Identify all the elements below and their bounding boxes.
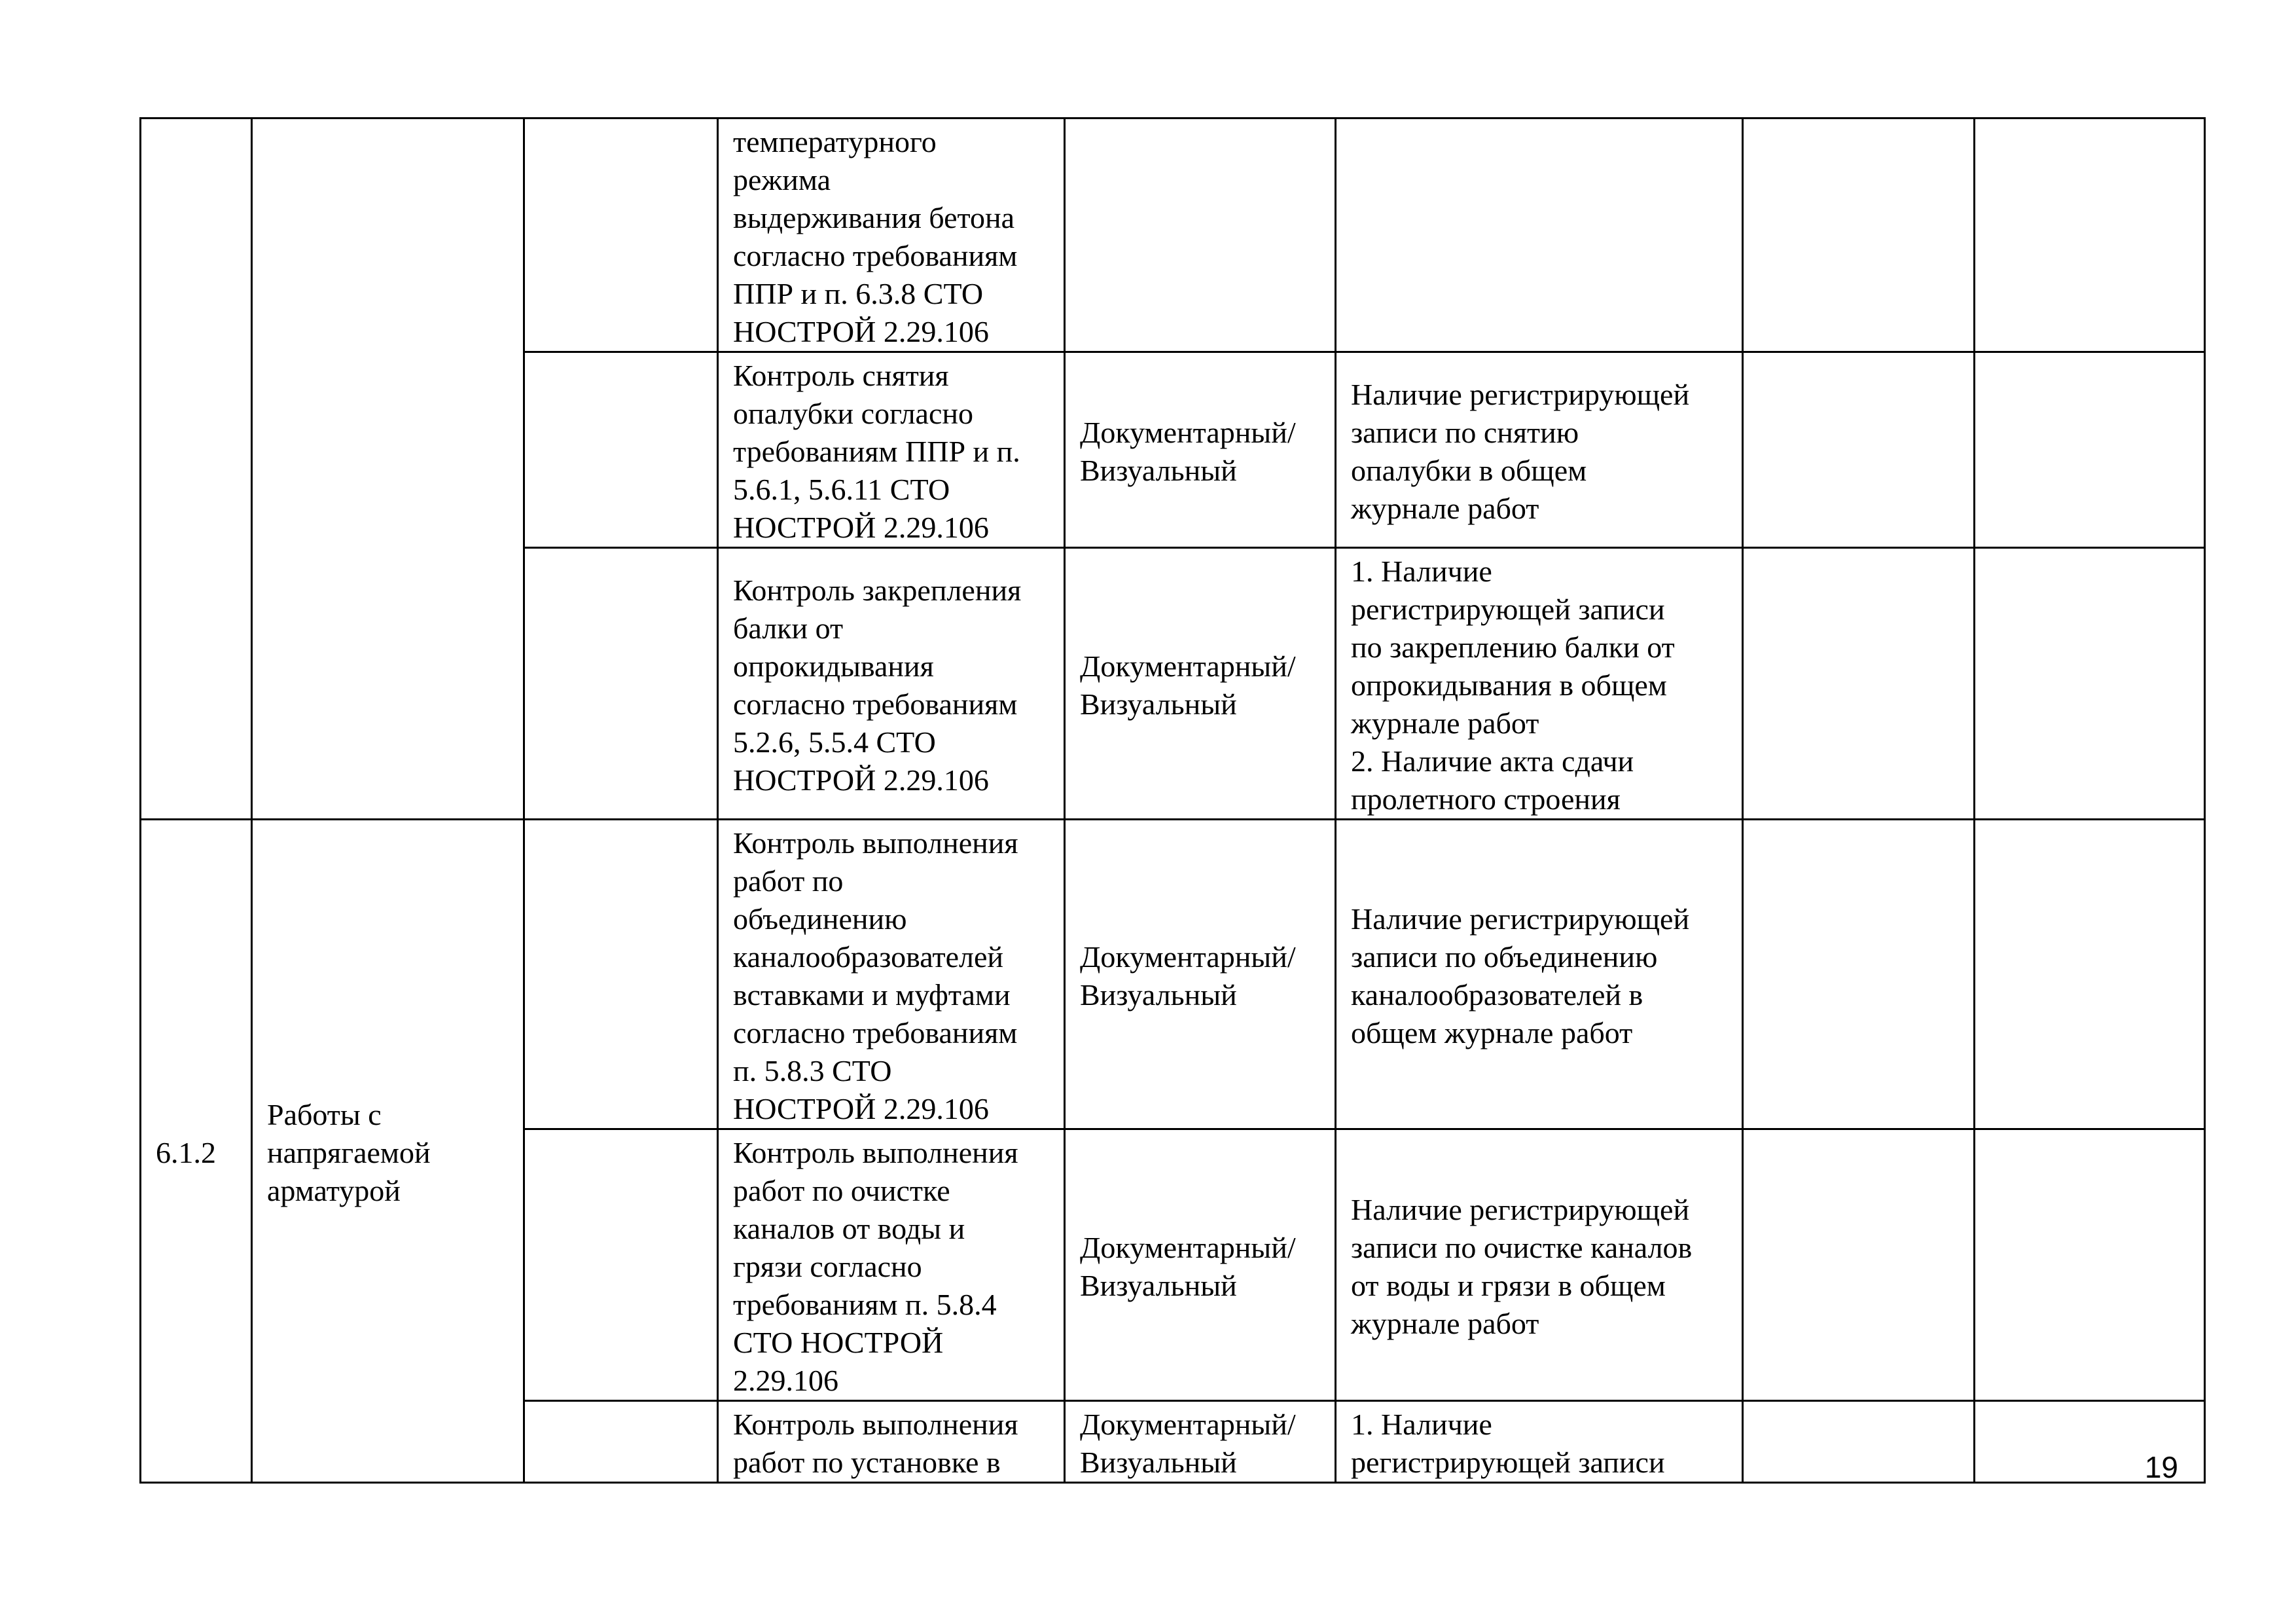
cell-empty	[524, 820, 718, 1129]
work-name: Работы с напрягаемой арматурой	[267, 1098, 431, 1207]
cell-stage	[718, 119, 1065, 352]
stage-text: температурного режима выдерживания бетона согласно требованиям ППР и п. 6.3.8 СТО НОСТРОЙ 2.29.106	[733, 125, 1018, 348]
cell-work-empty	[252, 119, 524, 820]
result-text: 1. Наличие регистрирующей записи	[1351, 1408, 1665, 1479]
cell-empty	[1743, 820, 1975, 1129]
cell-method	[1065, 119, 1336, 352]
cell-result	[1336, 119, 1743, 352]
page-number: 19	[2144, 1450, 2178, 1484]
stage-text: Контроль выполнения работ по очистке каналов от воды и грязи согласно требованиям п. 5.8.4 СТО НОСТРОЙ 2.29.106	[733, 1136, 1018, 1397]
cell-stage	[718, 1129, 1065, 1401]
cell-empty	[1743, 352, 1975, 548]
cell-result	[1336, 820, 1743, 1129]
cell-empty	[1743, 119, 1975, 352]
cell-stage	[718, 820, 1065, 1129]
cell-empty	[1975, 1129, 2205, 1401]
cell-work	[252, 820, 524, 1483]
cell-empty	[1975, 548, 2205, 820]
cell-empty	[1975, 820, 2205, 1129]
table-row	[141, 119, 2205, 352]
cell-method	[1065, 820, 1336, 1129]
stage-text: Контроль закрепления балки от опрокидывания согласно требованиям 5.2.6, 5.5.4 СТО НОСТРОЙ 2.29.106	[733, 574, 1022, 797]
cell-number	[141, 820, 252, 1483]
cell-stage	[718, 548, 1065, 820]
cell-empty	[1975, 119, 2205, 352]
quality-control-table	[139, 117, 2206, 1484]
method-text: Документарный/ Визуальный	[1080, 1408, 1296, 1479]
cell-result	[1336, 1129, 1743, 1401]
section-number: 6.1.2	[156, 1136, 216, 1169]
method-text: Документарный/ Визуальный	[1080, 940, 1296, 1012]
stage-text: Контроль снятия опалубки согласно требованиям ППР и п. 5.6.1, 5.6.11 СТО НОСТРОЙ 2.29.106	[733, 359, 1020, 544]
cell-empty	[1743, 1401, 1975, 1483]
result-text: Наличие регистрирующей записи по очистке каналов от воды и грязи в общем журнале работ	[1351, 1193, 1693, 1340]
method-text: Документарный/ Визуальный	[1080, 1231, 1296, 1302]
cell-stage	[718, 352, 1065, 548]
cell-method	[1065, 1129, 1336, 1401]
stage-text: Контроль выполнения работ по объединению каналообразователей вставками и муфтами согласно требованиям п. 5.8.3 СТО НОСТРОЙ 2.29.106	[733, 826, 1018, 1125]
cell-empty	[1975, 352, 2205, 548]
cell-method	[1065, 548, 1336, 820]
cell-empty	[524, 352, 718, 548]
result-text: Наличие регистрирующей записи по объединению каналообразователей в общем журнале работ	[1351, 902, 1690, 1049]
cell-method	[1065, 352, 1336, 548]
cell-empty	[1743, 1129, 1975, 1401]
method-text: Документарный/ Визуальный	[1080, 649, 1296, 721]
result-text: Наличие регистрирующей записи по снятию опалубки в общем журнале работ	[1351, 378, 1690, 525]
cell-result	[1336, 352, 1743, 548]
cell-number-empty	[141, 119, 252, 820]
cell-empty	[524, 1129, 718, 1401]
cell-empty	[524, 119, 718, 352]
cell-result	[1336, 548, 1743, 820]
cell-empty	[524, 548, 718, 820]
cell-empty	[524, 1401, 718, 1483]
stage-text: Контроль выполнения работ по установке в	[733, 1408, 1018, 1479]
cell-result	[1336, 1401, 1743, 1483]
result-text: 1. Наличие регистрирующей записи по закреплению балки от опрокидывания в общем журнале работ 2. Наличие акта сдачи пролетного строения	[1351, 555, 1675, 816]
cell-method	[1065, 1401, 1336, 1483]
cell-empty	[1743, 548, 1975, 820]
table-row	[141, 820, 2205, 1129]
method-text: Документарный/ Визуальный	[1080, 416, 1296, 487]
cell-stage	[718, 1401, 1065, 1483]
